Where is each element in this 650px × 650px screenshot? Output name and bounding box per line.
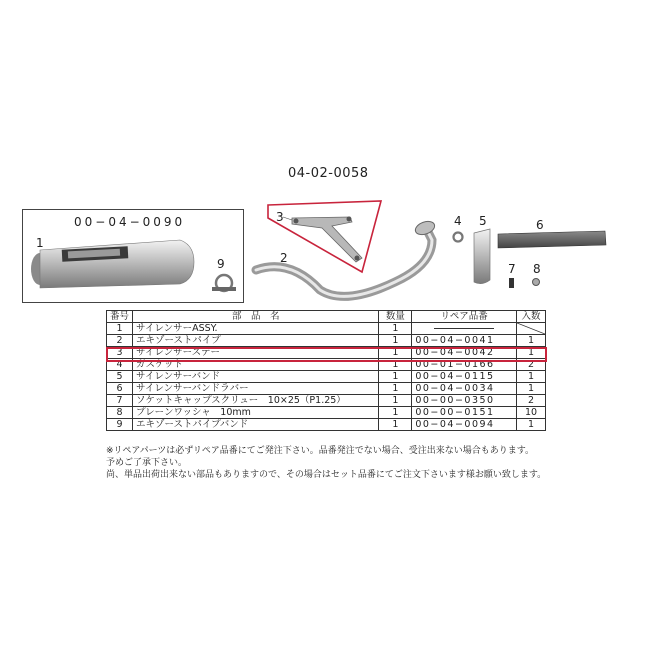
row-quantity: 1 [379, 335, 412, 347]
row-quantity: 1 [379, 371, 412, 383]
callout-5: 5 [479, 214, 487, 228]
row-repair-code-none [412, 323, 517, 335]
row-pack: 1 [516, 383, 545, 395]
row-pack: 1 [516, 335, 545, 347]
row-part-name: エキゾーストパイプバンド [133, 419, 379, 431]
band-clamp-part [212, 275, 236, 291]
row-repair-code: 00−04−0094 [412, 419, 517, 431]
row-number: 1 [107, 323, 133, 335]
callout-9: 9 [217, 257, 225, 271]
gasket-part [454, 233, 463, 242]
washer-part [533, 279, 540, 286]
row-quantity: 1 [379, 383, 412, 395]
row-quantity: 1 [379, 347, 412, 359]
callout-6: 6 [536, 218, 544, 232]
row-repair-code: 00−04−0041 [412, 335, 517, 347]
row-quantity: 1 [379, 419, 412, 431]
row-part-name: サイレンサーバンドラバー [133, 383, 379, 395]
callout-4: 4 [454, 214, 462, 228]
table-row [107, 335, 546, 347]
row-repair-code: 00−01−0166 [412, 359, 517, 371]
row-number: 3 [107, 347, 133, 359]
row-number: 5 [107, 371, 133, 383]
row-pack: 10 [516, 407, 545, 419]
silencer-stay-part [292, 217, 362, 263]
header-pack: 入数 [516, 311, 545, 323]
row-number: 2 [107, 335, 133, 347]
row-pack: 1 [516, 419, 545, 431]
row-number: 6 [107, 383, 133, 395]
silencer-band-part [474, 229, 490, 284]
callout-1: 1 [36, 236, 44, 250]
table-row [107, 371, 546, 383]
row-number: 9 [107, 419, 133, 431]
row-repair-code: 00−04−0115 [412, 371, 517, 383]
row-repair-code: 00−00−0151 [412, 407, 517, 419]
row-quantity: 1 [379, 323, 412, 335]
header-repair-code: リペア品番 [412, 311, 517, 323]
row-pack: 1 [516, 371, 545, 383]
row-part-name: プレーンワッシャ 10mm [133, 407, 379, 419]
row-repair-code: 00−04−0034 [412, 383, 517, 395]
silencer-box-code: 00−04−0090 [74, 215, 186, 229]
row-part-name: サイレンサーASSY. [133, 323, 379, 335]
row-repair-code: 00−00−0350 [412, 395, 517, 407]
note-line-3: 尚、単品出荷出来ない部品もありますので、その場合はセット品番にてご注文下さいます様お願い致します。 [106, 470, 547, 480]
callout-8: 8 [533, 262, 541, 276]
row-pack: 2 [516, 395, 545, 407]
callout-3: 3 [276, 210, 284, 224]
table-header-row [107, 311, 546, 323]
note-line-1: ※リペアパーツは必ずリペア品番にてご発注下さい。品番発注でない場合、受注出来ない場合もあります。 [106, 446, 535, 456]
table-row [107, 419, 546, 431]
row-part-name: サイレンサーバンド [133, 371, 379, 383]
diagram-number: 04-02-0058 [288, 166, 369, 181]
row-number: 4 [107, 359, 133, 371]
parts-table [106, 310, 546, 431]
table-row-highlighted [107, 347, 546, 359]
row-number: 7 [107, 395, 133, 407]
row-quantity: 1 [379, 395, 412, 407]
table-row [107, 323, 546, 335]
note-line-2: 予めご了承下さい。 [106, 458, 188, 468]
row-part-name: ソケットキャップスクリュー 10×25（P1.25） [133, 395, 379, 407]
row-pack: 1 [516, 347, 545, 359]
table-row [107, 359, 546, 371]
screw-part [509, 278, 514, 288]
row-number: 8 [107, 407, 133, 419]
table-row [107, 383, 546, 395]
header-number: 番号 [107, 311, 133, 323]
callout-7: 7 [508, 262, 516, 276]
header-part-name: 部 品 名 [133, 311, 379, 323]
row-pack-none [516, 323, 545, 335]
table-row [107, 407, 546, 419]
row-quantity: 1 [379, 359, 412, 371]
callout-2: 2 [280, 251, 288, 265]
row-quantity: 1 [379, 407, 412, 419]
row-part-name: サイレンサーステー [133, 347, 379, 359]
table-row [107, 395, 546, 407]
row-part-name: ガスケット [133, 359, 379, 371]
row-pack: 2 [516, 359, 545, 371]
silencer-part [31, 240, 194, 288]
row-repair-code: 00−04−0042 [412, 347, 517, 359]
row-part-name: エキゾーストパイプ [133, 335, 379, 347]
band-rubber-part [498, 231, 606, 248]
header-quantity: 数量 [379, 311, 412, 323]
